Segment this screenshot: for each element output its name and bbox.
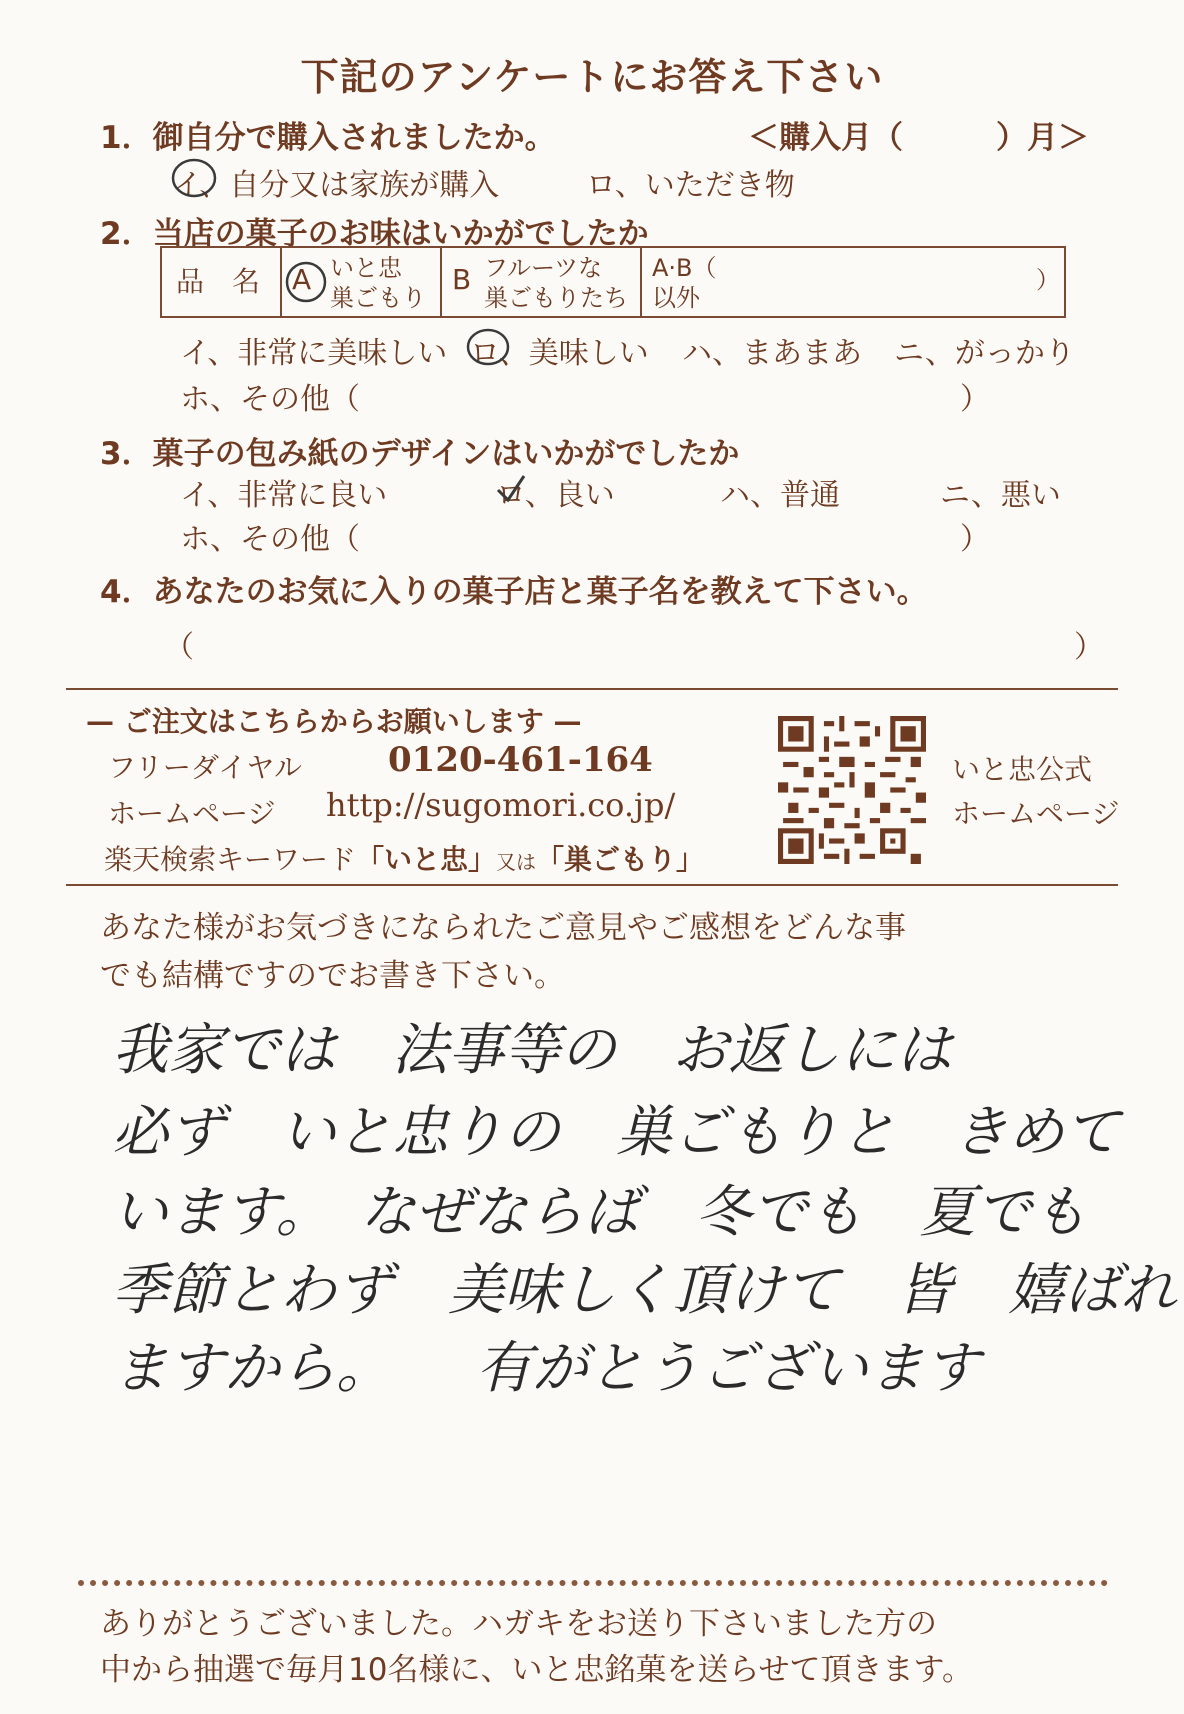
section-divider: [66, 688, 1118, 690]
q2-option-other: ホ、その他（: [180, 382, 360, 417]
q3-option-very-good: イ、非常に良い: [180, 478, 388, 513]
circle-mark-icon: [284, 260, 328, 304]
q1-option-gift: ロ、いただき物: [586, 168, 795, 203]
rakuten-search-line: [104, 838, 704, 878]
handwritten-line-1: 我家では 法事等の お返しには: [112, 1018, 952, 1083]
q3-option-average: ハ、普通: [720, 478, 840, 513]
table-b-text-2: 巣ごもりたち: [484, 284, 628, 312]
handwritten-line-2: 必ず いと忠りの 巣ごもりと きめて: [112, 1100, 1120, 1165]
table-a-text-2: 巣ごもり: [330, 284, 426, 312]
footer-line-1: ありがとうございました。ハガキをお送り下さいました方の: [100, 1606, 937, 1642]
question-3-label: 3．菓子の包み紙のデザインはいかがでしたか: [100, 436, 740, 472]
q3-other-close: ）: [960, 522, 990, 557]
circle-mark-icon: [170, 156, 220, 202]
q3-option-good: ロ、良い: [496, 478, 615, 513]
footer-line-2: 中から抽選で毎月10名様に、いと忠銘菓を送らせて頂きます。: [100, 1652, 974, 1688]
handwritten-line-5: ますから。 有がとうございます: [112, 1336, 980, 1401]
table-cell-b: [442, 248, 642, 316]
q2-other-close: ）: [960, 382, 990, 417]
q2-option-disappointed: ニ、がっかり: [894, 336, 1075, 371]
freedial-label: フリーダイヤル: [108, 751, 303, 784]
q2-option-tasty: ロ、美味しい: [470, 336, 649, 371]
rakuten-label: 楽天検索キーワード: [104, 843, 357, 876]
table-a-text-1: いと忠: [330, 254, 402, 282]
q4-close-paren: ）: [1074, 630, 1104, 665]
circle-mark-icon: [466, 326, 514, 368]
rakuten-or: 又は: [496, 850, 537, 874]
q2-option-very-tasty: イ、非常に美味しい: [180, 336, 448, 371]
comments-prompt-line-2: でも結構ですのでお書き下さい。: [100, 958, 565, 994]
handwritten-line-3: います。 なぜならば 冬でも 夏でも: [112, 1180, 1088, 1245]
table-cell-name: [162, 248, 282, 316]
purchase-month-field: ＜購入月（ ）月＞: [748, 120, 1089, 156]
comments-prompt-line-1: あなた様がお気づきになられたご意見やご感想をどんな事: [100, 910, 906, 946]
table-cell-a: [282, 248, 442, 316]
table-other-text-2: 以外: [652, 284, 700, 312]
q4-open-paren: （: [164, 630, 194, 665]
table-a-letter: A: [292, 263, 312, 296]
q3-option-bad: ニ、悪い: [940, 478, 1061, 513]
q2-option-so-so: ハ、まあまあ: [682, 336, 862, 371]
table-cell-other: [642, 248, 1064, 316]
table-b-text-1: フルーツな: [484, 254, 603, 282]
homepage-label: ホームページ: [108, 797, 276, 830]
section-divider: [66, 884, 1118, 886]
qr-caption-line-1: いと忠公式: [952, 753, 1093, 786]
rakuten-keyword-1: 「いと忠」: [356, 843, 497, 876]
page-title: 下記のアンケートにお答え下さい: [300, 55, 884, 99]
rakuten-keyword-2: 「巣ごもり」: [536, 843, 705, 876]
table-other-text-1: A·B（: [652, 254, 717, 282]
table-other-close: ）: [1036, 266, 1060, 294]
check-mark-icon: [494, 472, 528, 506]
qr-caption-line-2: ホームページ: [952, 797, 1120, 830]
question-1-label: 1．御自分で購入されましたか。: [100, 120, 556, 156]
homepage-url: http://sugomori.co.jp/: [326, 786, 676, 824]
q1-option-self: イ、自分又は家族が購入: [172, 168, 500, 203]
handwritten-line-4: 季節とわず 美味しく頂けて 皆 嬉ばれ: [112, 1258, 1176, 1323]
table-name-label: 品 名: [176, 265, 261, 298]
product-name-table: [160, 246, 1066, 318]
order-heading: — ご注文はこちらからお願いします —: [86, 705, 582, 738]
question-4-label: 4．あなたのお気に入りの菓子店と菓子名を教えて下さい。: [100, 574, 928, 610]
question-2-label: 2．当店の菓子のお味はいかがでしたか: [100, 216, 649, 252]
freedial-number: 0120-461-164: [388, 740, 653, 780]
q3-option-other: ホ、その他（: [180, 522, 360, 557]
dotted-divider: [78, 1580, 1108, 1586]
qr-code-icon: [778, 716, 926, 864]
table-b-letter: B: [452, 263, 472, 296]
